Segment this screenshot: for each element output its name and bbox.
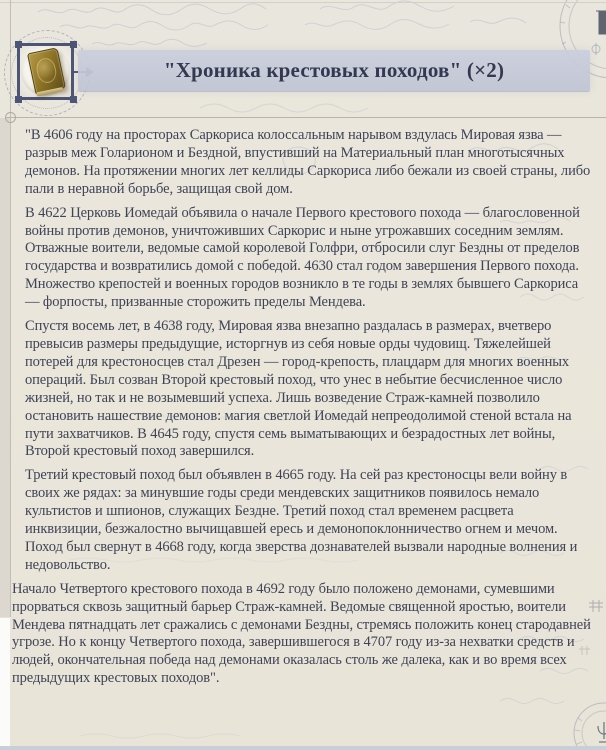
top-ruled-line [0,2,606,3]
item-title: "Хроника крестовых походов" (×2) [163,58,505,82]
description-paragraph: Третий крестовый поход был объявлен в 4665 году. На сей раз крестоносцы вели войну в своих же рядах: за минувшие годы среди мендевских защитников появилось немало культистов и шпионов, служащих Бездне. Третий поход стал временем расцвета инквизиции, безжалостно вычищавшей ересь и демонопоклонничество огнем и мечом. Поход был свернут в 4668 году, когда зверства дознавателей вызвали народные волнения и недовольство. [25,467,578,573]
page-break-corner [0,618,10,750]
ruled-corner-ring [5,112,16,123]
page-left-margin [0,118,10,617]
item-title-bar [78,50,590,91]
bottom-right-stamp [574,703,606,750]
item-description-text [12,127,591,688]
description-paragraph: "В 4606 году на просторах Саркориса колоссальным нарывом вздулась Мировая язва — разрыв меж Голарионом и Бездной, впустивший на Материальный план многотысячных демонов. На протяжении многих лет келлиды Саркориса либо бежали из своей страны, либо пали в неравной борьбе, защищая свой дом. [25,127,591,197]
description-paragraph: Спустя восемь лет, в 4638 году, Мировая язва внезапно раздалась в размерах, вчетверо превысив размеры предыдущие, исторгнув из себя новые орды чудовищ. Тяжелейшей потерей для крестоносцев стал Дрезен — город-крепость, плацдарм для многих военных операций. Был созван Второй крестовый поход, что унес в небытие бесчисленное число жизней, но так и не возымевший успеха. Лишь возведение Страж-камней позволило остановить нашествие демонов: магия светлой Иомедай непреодолимой стеной встала на пути захватчиков. В 4645 году, спустя семь выматывающих и безрадостных лет войны, Второй крестовый поход завершился. [25,318,572,460]
book-item-slot[interactable] [17,43,74,100]
header-ruled-line [6,117,606,118]
cut-glyph-decoration [596,11,606,34]
trident-glyph [598,722,606,742]
bottom-edge-band [0,746,606,750]
description-paragraph: В 4622 Церковь Иомедай объявила о начале Первого крестового похода — благословенной войны против демонов, уничтоживших Саркорис и ныне угрожавших соседним землям. Отважные воители, ведомые самой королевой Голфри, отбросили слуг Бездны от пределов государства и возвратились домой с победой. 4630 стал годом завершения Первого похода. Множество крепостей и военных городов возникло в те годы в землях бывшего Саркориса — форпосты, призванные сторожить пределы Мендева. [25,204,580,311]
description-paragraph: Начало Четвертого крестового похода в 4692 году было положено демонами, сумевшими прорваться сквозь защитный барьер Страж-камней. Ведомые священной яростью, воители Мендева пятнадцать лет сражались с демонами Бездны, стремясь положить конец стародавней угрозе. Но к концу Четвертого похода, завершившегося в 4707 году из-за нехватки средств и людей, окончательная победа над демонами оказалась столь же далека, как и во время всех предыдущих крестовых походов". [12,580,591,687]
frame-corner-squares [15,41,22,48]
